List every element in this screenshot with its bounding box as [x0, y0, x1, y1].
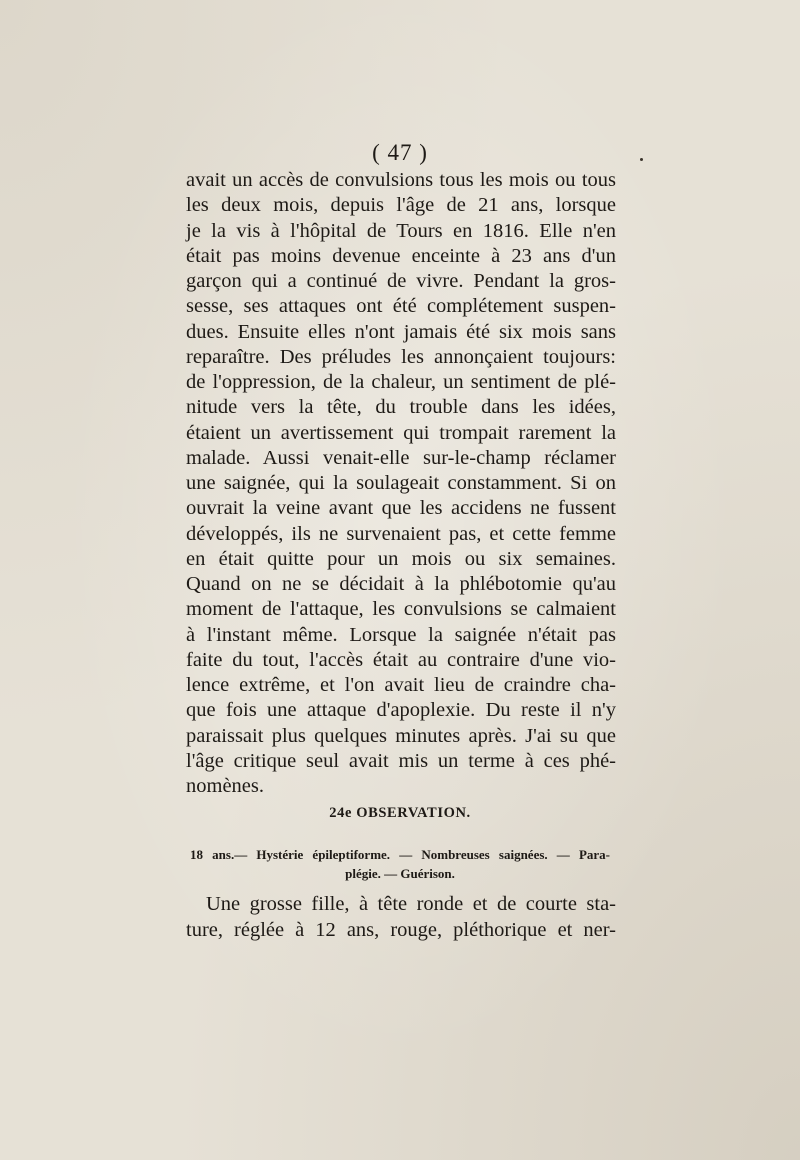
summary-line: plégie. — Guérison. — [345, 866, 455, 881]
text-line: l'âge critique seul avait mis un terme à ces phé- — [186, 749, 616, 772]
text-line: à l'instant même. Lorsque la saignée n'était pas — [186, 623, 616, 646]
text-line: étaient un avertissement qui trompait rarement la — [186, 421, 616, 444]
text-line: nomènes. — [186, 775, 264, 797]
text-line: faite du tout, l'accès était au contraire d'une vio- — [186, 648, 616, 671]
paragraph-1 — [186, 168, 616, 799]
text-line: en était quitte pour un mois ou six semaines. — [186, 547, 616, 570]
text-line: avait un accès de convulsions tous les mois ou tous — [186, 169, 616, 191]
text-line: malade. Aussi venait-elle sur-le-champ réclamer — [186, 446, 616, 469]
text-line: ture, réglée à 12 ans, rouge, pléthorique et ner- — [186, 918, 616, 941]
text-line: garçon qui a continué de vivre. Pendant la gros- — [186, 270, 616, 292]
text-line: lence extrême, et l'on avait lieu de craindre cha- — [186, 674, 616, 696]
text-line: Une grosse fille, à tête ronde et de courte sta- — [206, 893, 616, 915]
text-line: nitude vers la tête, du trouble dans les idées, — [186, 396, 616, 419]
text-line: les deux mois, depuis l'âge de 21 ans, lorsque — [186, 194, 616, 217]
text-line: une saignée, qui la soulageait constamment. Si on — [186, 472, 616, 494]
text-line: moment de l'attaque, les convulsions se calmaient — [186, 598, 616, 621]
text-line: je la vis à l'hôpital de Tours en 1816. Elle n'en — [186, 219, 616, 242]
text-line: sesse, ses attaques ont été complétement suspen- — [186, 295, 616, 318]
text-line: développés, ils ne survenaient pas, et cette femme — [186, 522, 616, 545]
section-title: 24e OBSERVATION. — [329, 805, 471, 821]
text-line: reparaître. Des préludes les annonçaient toujours: — [186, 345, 616, 368]
text-line: paraissait plus quelques minutes après. J'ai su que — [186, 724, 616, 747]
text-line: dues. Ensuite elles n'ont jamais été six mois sans — [186, 320, 616, 343]
text-line: était pas moins devenue enceinte à 23 ans d'un — [186, 244, 616, 267]
page-number: ( 47 ) — [372, 140, 428, 165]
text-line: que fois une attaque d'apoplexie. Du reste il n'y — [186, 699, 616, 722]
text-line: ouvrait la veine avant que les accidens ne fussent — [186, 497, 616, 520]
text-line: de l'oppression, de la chaleur, un sentiment de plé- — [186, 371, 616, 393]
summary-line: 18 ans.— Hystérie épileptiforme. — Nombreuses saignées. — Para- — [190, 847, 610, 862]
text-line: Quand on ne se décidait à la phlébotomie qu'au — [186, 573, 616, 595]
paragraph-2 — [186, 892, 616, 943]
observation-summary — [190, 845, 610, 883]
